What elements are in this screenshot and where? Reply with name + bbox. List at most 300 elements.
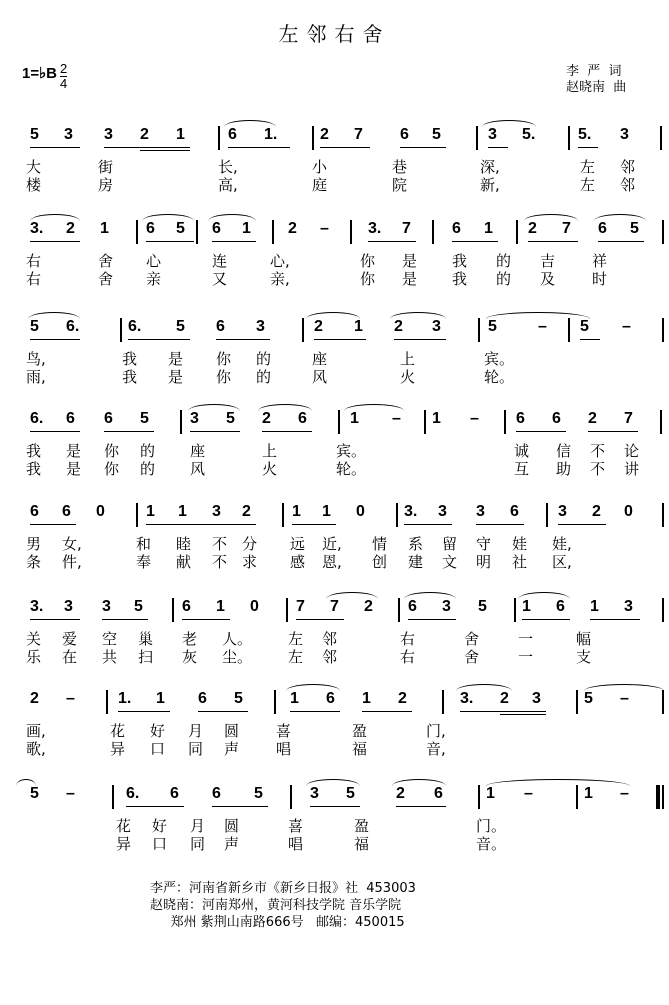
slur bbox=[30, 214, 80, 221]
lyric-syllable: 条 bbox=[26, 553, 42, 571]
note: 2 bbox=[528, 220, 537, 237]
lyric-syllable: 讲 bbox=[624, 460, 640, 478]
lyric-syllable: 献 bbox=[176, 553, 192, 571]
note: 0 bbox=[96, 503, 105, 520]
beam-underline bbox=[394, 339, 446, 340]
note: 1. bbox=[118, 690, 132, 707]
note: 3 bbox=[488, 126, 497, 143]
note: 6 bbox=[228, 126, 237, 143]
barline bbox=[514, 598, 516, 622]
note: – bbox=[392, 410, 401, 427]
slur bbox=[486, 779, 630, 786]
lyric-syllable: 好 bbox=[152, 817, 168, 835]
beam-underline bbox=[262, 431, 312, 432]
lyric-syllable: 月 bbox=[188, 722, 204, 740]
lyric-syllable: 巢 bbox=[138, 630, 154, 648]
lyric-syllable: 唱 bbox=[288, 835, 304, 853]
lyric-syllable: 轮。 bbox=[336, 460, 367, 478]
lyric-syllable: 小 bbox=[312, 158, 328, 176]
song-title: 左邻右舍 bbox=[278, 22, 391, 46]
lyric-syllable: 亲, bbox=[270, 270, 290, 288]
note: 3 bbox=[64, 598, 73, 615]
note: 1 bbox=[432, 410, 441, 427]
beam-underline bbox=[476, 524, 524, 525]
note: 3 bbox=[476, 503, 485, 520]
note: 7 bbox=[624, 410, 633, 427]
note: 7 bbox=[354, 126, 363, 143]
lyric-syllable: 信 bbox=[556, 442, 572, 460]
barline bbox=[302, 318, 304, 342]
time-signature bbox=[60, 62, 67, 91]
note: 2 bbox=[140, 126, 149, 143]
note: 3. bbox=[368, 220, 382, 237]
note: 6 bbox=[452, 220, 461, 237]
lyric-syllable: 楼 bbox=[26, 176, 42, 194]
beam-underline bbox=[578, 147, 598, 148]
notation-line bbox=[0, 785, 669, 809]
lyric-syllable: 的 bbox=[140, 442, 156, 460]
lyric-syllable: 上 bbox=[400, 350, 416, 368]
slur bbox=[486, 312, 590, 319]
note: 1 bbox=[176, 126, 185, 143]
lyric-syllable: 乐 bbox=[26, 648, 42, 666]
note: 7 bbox=[330, 598, 339, 615]
barline bbox=[476, 126, 478, 150]
lyrics-verse-2 bbox=[0, 646, 669, 664]
note: 3 bbox=[64, 126, 73, 143]
barline bbox=[312, 126, 314, 150]
lyric-syllable: 不 bbox=[590, 442, 606, 460]
beam-underline bbox=[228, 147, 290, 148]
meter-top: 2 bbox=[60, 61, 68, 76]
lyric-syllable: 邻 bbox=[620, 158, 636, 176]
lyric-syllable: 不 bbox=[212, 535, 228, 553]
note: 6 bbox=[212, 785, 221, 802]
beam-underline bbox=[292, 524, 336, 525]
lyric-syllable: 右 bbox=[400, 648, 416, 666]
lyrics-verse-2 bbox=[0, 833, 669, 851]
beam-underline bbox=[182, 619, 230, 620]
note: 6 bbox=[434, 785, 443, 802]
lyric-syllable: 福 bbox=[354, 835, 370, 853]
lyric-syllable: 恩, bbox=[322, 553, 342, 571]
lyrics-verse-1 bbox=[0, 628, 669, 646]
lyrics-verse-2 bbox=[0, 268, 669, 286]
slur bbox=[28, 312, 80, 319]
note: 1 bbox=[146, 503, 155, 520]
lyric-syllable: 左 bbox=[580, 158, 596, 176]
lyric-syllable: 舍 bbox=[464, 630, 480, 648]
lyric-syllable: 分 bbox=[242, 535, 258, 553]
note: 5 bbox=[432, 126, 441, 143]
lyric-syllable: 文 bbox=[442, 553, 458, 571]
note: 3 bbox=[310, 785, 319, 802]
lyric-syllable: 一 bbox=[518, 630, 534, 648]
note: 6 bbox=[170, 785, 179, 802]
lyric-syllable: 口 bbox=[152, 835, 168, 853]
lyric-syllable: 右 bbox=[400, 630, 416, 648]
note: 5 bbox=[346, 785, 355, 802]
lyricist-credit: 李 严 词 bbox=[566, 64, 622, 79]
barline bbox=[504, 410, 506, 434]
beam-underline bbox=[528, 241, 578, 242]
lyric-syllable: 宾。 bbox=[484, 350, 515, 368]
lyric-syllable: 庭 bbox=[312, 176, 328, 194]
lyric-syllable: 门。 bbox=[476, 817, 507, 835]
beam-underline bbox=[216, 339, 270, 340]
lyric-syllable: 高, bbox=[218, 176, 238, 194]
note: 6. bbox=[126, 785, 140, 802]
lyric-syllable: 同 bbox=[188, 740, 204, 758]
slur bbox=[390, 312, 446, 319]
note: 6 bbox=[552, 410, 561, 427]
barline bbox=[338, 410, 340, 434]
note: 6. bbox=[30, 410, 44, 427]
note: – bbox=[524, 785, 533, 802]
lyric-syllable: 感 bbox=[290, 553, 306, 571]
note: 1 bbox=[486, 785, 495, 802]
barline bbox=[120, 318, 122, 342]
note: 0 bbox=[356, 503, 365, 520]
lyric-syllable: 舍 bbox=[98, 252, 114, 270]
beam-underline bbox=[126, 806, 184, 807]
lyric-syllable: 睦 bbox=[176, 535, 192, 553]
note: 6. bbox=[66, 318, 80, 335]
lyric-syllable: 空 bbox=[102, 630, 118, 648]
beam-underline bbox=[588, 431, 638, 432]
lyrics-verse-2 bbox=[0, 366, 669, 384]
lyric-syllable: 件, bbox=[62, 553, 82, 571]
beam-underline bbox=[558, 524, 606, 525]
lyric-syllable: 是 bbox=[402, 252, 418, 270]
note: 1. bbox=[264, 126, 278, 143]
lyric-syllable: 共 bbox=[102, 648, 118, 666]
slur bbox=[456, 684, 512, 691]
lyric-syllable: 留 bbox=[442, 535, 458, 553]
note: 6 bbox=[598, 220, 607, 237]
note: 3 bbox=[212, 503, 221, 520]
lyrics-verse-2 bbox=[0, 458, 669, 476]
note: 1 bbox=[156, 690, 165, 707]
note: 3 bbox=[620, 126, 629, 143]
note: 5 bbox=[254, 785, 263, 802]
barline bbox=[290, 785, 292, 809]
slur bbox=[208, 214, 256, 221]
lyric-syllable: 祥 bbox=[592, 252, 608, 270]
note: 5 bbox=[478, 598, 487, 615]
lyric-syllable: 助 bbox=[556, 460, 572, 478]
note: 5. bbox=[578, 126, 592, 143]
note: 1 bbox=[354, 318, 363, 335]
barline bbox=[546, 503, 548, 527]
lyric-syllable: 我 bbox=[122, 350, 138, 368]
barline bbox=[516, 220, 518, 244]
lyric-syllable: 建 bbox=[408, 553, 424, 571]
beam-underline bbox=[146, 524, 256, 525]
lyric-syllable: 你 bbox=[216, 350, 232, 368]
note: 5 bbox=[134, 598, 143, 615]
barline bbox=[432, 220, 434, 244]
lyric-syllable: 圆 bbox=[224, 722, 240, 740]
beam-underline bbox=[30, 241, 80, 242]
note: 5 bbox=[580, 318, 589, 335]
lyric-syllable: 是 bbox=[66, 460, 82, 478]
note: – bbox=[320, 220, 329, 237]
lyric-syllable: 是 bbox=[66, 442, 82, 460]
note: 3 bbox=[432, 318, 441, 335]
lyric-syllable: 不 bbox=[212, 553, 228, 571]
note: 5 bbox=[584, 690, 593, 707]
lyric-syllable: 舍 bbox=[98, 270, 114, 288]
footer-line: 郑州 紫荆山南路666号 邮编：450015 bbox=[150, 915, 405, 930]
note: 1 bbox=[178, 503, 187, 520]
lyric-syllable: 月 bbox=[190, 817, 206, 835]
lyric-syllable: 的 bbox=[140, 460, 156, 478]
note: 2 bbox=[500, 690, 509, 707]
lyric-syllable: 的 bbox=[496, 252, 512, 270]
lyric-syllable: 右 bbox=[26, 252, 42, 270]
lyric-syllable: 唱 bbox=[276, 740, 292, 758]
note: 6 bbox=[62, 503, 71, 520]
lyric-syllable: 花 bbox=[116, 817, 132, 835]
lyric-syllable: 盈 bbox=[354, 817, 370, 835]
lyric-syllable: 长, bbox=[218, 158, 238, 176]
beam-underline bbox=[118, 711, 170, 712]
slur bbox=[518, 592, 570, 599]
note: 5 bbox=[226, 410, 235, 427]
note: 1 bbox=[242, 220, 251, 237]
beam-underline-double bbox=[500, 714, 546, 715]
note: 6 bbox=[326, 690, 335, 707]
barline bbox=[286, 598, 288, 622]
lyric-syllable: 门, bbox=[426, 722, 446, 740]
lyric-syllable: 爱 bbox=[62, 630, 78, 648]
lyric-syllable: 你 bbox=[216, 368, 232, 386]
note: 6 bbox=[182, 598, 191, 615]
barline bbox=[218, 126, 220, 150]
lyric-syllable: 娃 bbox=[512, 535, 528, 553]
lyric-syllable: 同 bbox=[190, 835, 206, 853]
lyric-syllable: 你 bbox=[104, 460, 120, 478]
note: 1 bbox=[322, 503, 331, 520]
beam-underline bbox=[516, 431, 566, 432]
slur bbox=[188, 404, 240, 411]
note: 6 bbox=[146, 220, 155, 237]
lyric-syllable: 一 bbox=[518, 648, 534, 666]
notation-line bbox=[0, 503, 669, 527]
lyric-syllable: 是 bbox=[168, 350, 184, 368]
beam-underline bbox=[190, 431, 240, 432]
note: 2 bbox=[320, 126, 329, 143]
beam-underline bbox=[290, 711, 340, 712]
notation-line bbox=[0, 410, 669, 434]
beam-underline bbox=[310, 806, 360, 807]
note: 5 bbox=[140, 410, 149, 427]
note: 0 bbox=[250, 598, 259, 615]
slur bbox=[392, 779, 446, 786]
barline bbox=[106, 690, 108, 714]
lyric-syllable: 你 bbox=[360, 252, 376, 270]
lyric-syllable: 火 bbox=[400, 368, 416, 386]
lyric-syllable: 是 bbox=[402, 270, 418, 288]
lyrics-verse-1 bbox=[0, 156, 669, 174]
note: 6 bbox=[198, 690, 207, 707]
note: 6 bbox=[212, 220, 221, 237]
slur bbox=[16, 779, 36, 786]
lyric-syllable: 社 bbox=[512, 553, 528, 571]
note: 6 bbox=[66, 410, 75, 427]
slur bbox=[286, 684, 340, 691]
note: 5 bbox=[488, 318, 497, 335]
lyric-syllable: 画, bbox=[26, 722, 46, 740]
slur bbox=[404, 592, 456, 599]
lyric-syllable: 风 bbox=[312, 368, 328, 386]
barline bbox=[398, 598, 400, 622]
barline bbox=[576, 785, 578, 809]
note: 3 bbox=[104, 126, 113, 143]
lyric-syllable: 座 bbox=[190, 442, 206, 460]
notation-line bbox=[0, 598, 669, 622]
lyric-syllable: 连 bbox=[212, 252, 228, 270]
barline bbox=[568, 318, 570, 342]
lyric-syllable: 心 bbox=[146, 252, 162, 270]
note: 1 bbox=[590, 598, 599, 615]
note: 3 bbox=[190, 410, 199, 427]
lyric-syllable: 舍 bbox=[464, 648, 480, 666]
note: 3. bbox=[30, 598, 44, 615]
beam-underline bbox=[146, 241, 194, 242]
lyric-syllable: 的 bbox=[496, 270, 512, 288]
note: 1 bbox=[216, 598, 225, 615]
lyric-syllable: 是 bbox=[168, 368, 184, 386]
lyric-syllable: 尘。 bbox=[222, 648, 253, 666]
lyric-syllable: 声 bbox=[224, 740, 240, 758]
note: 1 bbox=[100, 220, 109, 237]
lyric-syllable: 左 bbox=[580, 176, 596, 194]
lyric-syllable: 及 bbox=[540, 270, 556, 288]
lyric-syllable: 在 bbox=[62, 648, 78, 666]
barline bbox=[172, 598, 174, 622]
note: 6 bbox=[30, 503, 39, 520]
lyric-syllable: 亲 bbox=[146, 270, 162, 288]
note: 2 bbox=[398, 690, 407, 707]
note: 3 bbox=[438, 503, 447, 520]
lyrics-verse-1 bbox=[0, 440, 669, 458]
beam-underline bbox=[104, 431, 154, 432]
lyric-syllable: 不 bbox=[590, 460, 606, 478]
note: 3. bbox=[30, 220, 44, 237]
lyric-syllable: 宾。 bbox=[336, 442, 367, 460]
lyrics-verse-2 bbox=[0, 738, 669, 756]
lyric-syllable: 心, bbox=[270, 252, 290, 270]
note: – bbox=[620, 785, 629, 802]
lyric-syllable: 灰 bbox=[182, 648, 198, 666]
beam-underline bbox=[198, 711, 248, 712]
lyric-syllable: 房 bbox=[98, 176, 114, 194]
note: 3 bbox=[102, 598, 111, 615]
lyric-syllable: 福 bbox=[352, 740, 368, 758]
beam-underline bbox=[30, 147, 80, 148]
barline bbox=[112, 785, 114, 809]
note: 6 bbox=[400, 126, 409, 143]
barline bbox=[662, 318, 664, 342]
slur bbox=[344, 404, 404, 411]
note: – bbox=[66, 785, 75, 802]
lyric-syllable: 院 bbox=[392, 176, 408, 194]
beam-underline bbox=[404, 524, 452, 525]
slur bbox=[482, 120, 536, 127]
lyric-syllable: 奉 bbox=[136, 553, 152, 571]
lyric-syllable: 音, bbox=[426, 740, 446, 758]
beam-underline bbox=[30, 431, 80, 432]
note: 2 bbox=[30, 690, 39, 707]
note: 5 bbox=[30, 785, 39, 802]
note: 2 bbox=[66, 220, 75, 237]
slur bbox=[584, 684, 664, 691]
note: 3. bbox=[404, 503, 418, 520]
note: 5 bbox=[234, 690, 243, 707]
note: 6 bbox=[516, 410, 525, 427]
note: 6. bbox=[128, 318, 142, 335]
lyric-syllable: 求 bbox=[242, 553, 258, 571]
barline bbox=[180, 410, 182, 434]
composer-credit: 赵晓南 曲 bbox=[566, 80, 627, 95]
note: 2 bbox=[364, 598, 373, 615]
note: 1 bbox=[350, 410, 359, 427]
note: – bbox=[66, 690, 75, 707]
barline bbox=[282, 503, 284, 527]
lyrics-verse-1 bbox=[0, 348, 669, 366]
note: 5. bbox=[522, 126, 536, 143]
beam-underline bbox=[590, 619, 640, 620]
lyric-syllable: 创 bbox=[372, 553, 388, 571]
lyric-syllable: 街 bbox=[98, 158, 114, 176]
beam-underline bbox=[460, 711, 546, 712]
note: 0 bbox=[624, 503, 633, 520]
note: 2 bbox=[592, 503, 601, 520]
footer-line: 李严：河南省新乡市《新乡日报》社 453003 bbox=[150, 881, 416, 896]
lyric-syllable: 我 bbox=[26, 442, 42, 460]
note: 6 bbox=[510, 503, 519, 520]
lyric-syllable: 圆 bbox=[224, 817, 240, 835]
beam-underline bbox=[368, 241, 416, 242]
lyric-syllable: 吉 bbox=[540, 252, 556, 270]
beam-underline bbox=[314, 339, 366, 340]
notation-line bbox=[0, 318, 669, 342]
beam-underline-double bbox=[140, 150, 190, 151]
note: 5 bbox=[30, 126, 39, 143]
lyric-syllable: 邻 bbox=[322, 630, 338, 648]
note: – bbox=[622, 318, 631, 335]
lyric-syllable: 论 bbox=[624, 442, 640, 460]
lyric-syllable: 音。 bbox=[476, 835, 507, 853]
beam-underline bbox=[580, 339, 600, 340]
lyric-syllable: 火 bbox=[262, 460, 278, 478]
barline bbox=[662, 503, 664, 527]
lyric-syllable: 又 bbox=[212, 270, 228, 288]
beam-underline bbox=[396, 806, 446, 807]
lyric-syllable: 系 bbox=[408, 535, 424, 553]
slur bbox=[524, 214, 578, 221]
lyric-syllable: 女, bbox=[62, 535, 82, 553]
lyric-syllable: 我 bbox=[122, 368, 138, 386]
barline bbox=[662, 220, 664, 244]
slur bbox=[306, 779, 360, 786]
lyric-syllable: 你 bbox=[104, 442, 120, 460]
lyric-syllable: 口 bbox=[150, 740, 166, 758]
note: 1 bbox=[584, 785, 593, 802]
note: 5 bbox=[630, 220, 639, 237]
